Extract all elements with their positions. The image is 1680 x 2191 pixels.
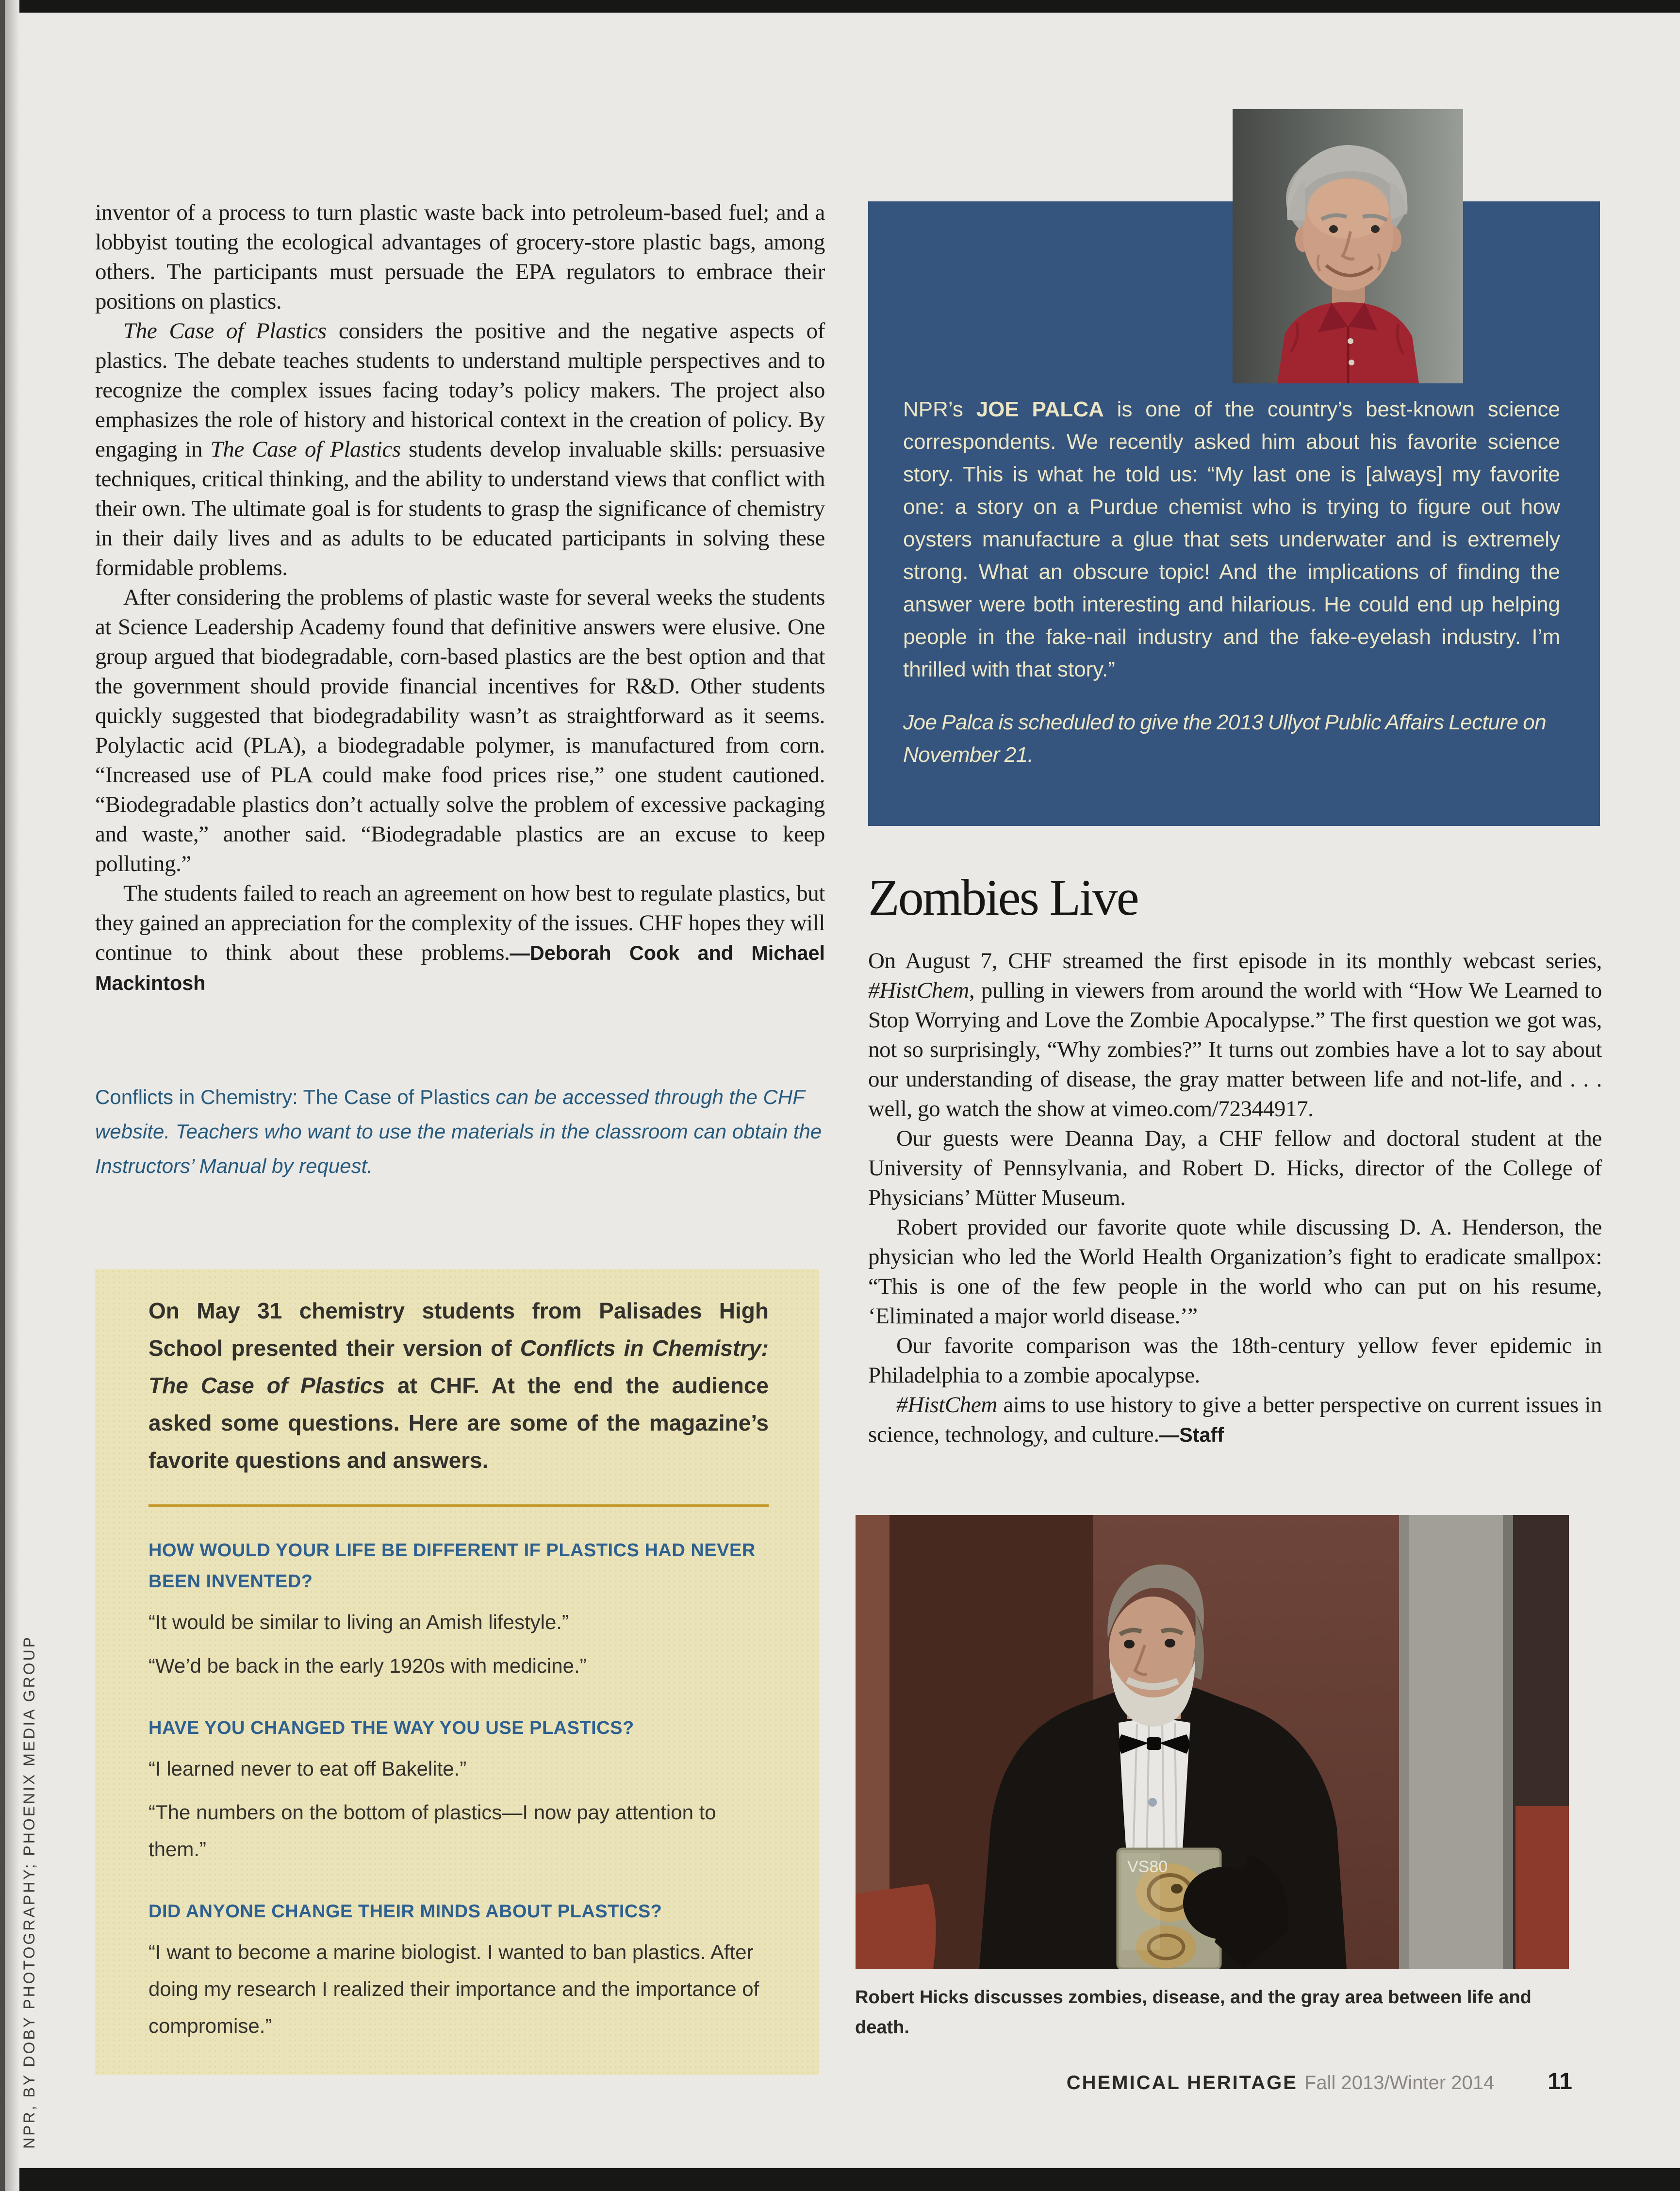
bow-tie xyxy=(1147,1737,1161,1750)
qa-question: DID ANYONE CHANGE THEIR MINDS ABOUT PLASTICS? xyxy=(148,1901,662,1922)
photo-caption: Robert Hicks discusses zombies, disease, and the gray area between life and death. xyxy=(855,1987,1532,2038)
photo-credit-vertical: NPR, BY DOBY PHOTOGRAPHY; PHOENIX MEDIA GROUP xyxy=(20,1635,38,2149)
article-paragraph: #HistChem aims to use history to give a better perspective on current issues in science, technology, and culture.—Staff xyxy=(868,1392,1602,1447)
qa-question: HOW WOULD YOUR LIFE BE DIFFERENT IF PLASTICS HAD NEVER BEEN INVENTED? xyxy=(148,1540,756,1592)
qa-answer: “The numbers on the bottom of plastics—I now pay attention to them.” xyxy=(148,1801,716,1861)
issue-date: Fall 2013/Winter 2014 xyxy=(1304,2072,1495,2093)
lecture-footnote: Joe Palca is scheduled to give the 2013 Ullyot Public Affairs Lecture on November 21. xyxy=(903,710,1547,767)
page-top-edge xyxy=(0,0,1680,13)
access-note: Conflicts in Chemistry: The Case of Plastics can be accessed through the CHF website. Teachers who want to use the materials in the classroom can obtain the Instructors’ Manual by request. xyxy=(95,1086,822,1177)
zombies-live-headline: Zombies Live xyxy=(868,869,1138,926)
qa-sidebar-box xyxy=(95,1269,819,2075)
qa-answer: “We’d be back in the early 1920s with medicine.” xyxy=(148,1654,587,1677)
joe-palca-photo xyxy=(1233,109,1463,383)
joe-palca-quote: NPR’s JOE PALCA is one of the country’s best-known science correspondents. We recently asked him about his favorite science story. This is what he told us: “My last one is [always] my favorite one: a story on a Purdue chemist who is trying to figure out how oysters manufacture a glue that sets underwater and is extremely strong. What an obscure topic! And the implications of finding the answer were both interesting and hilarious. He could end up helping people in the fake-nail industry and the fake-eyelash industry. I’m thrilled with that story.” xyxy=(903,397,1560,681)
article-paragraph: inventor of a process to turn plastic waste back into petroleum-based fuel; and a lobbyist touting the ecological advantages of grocery-store plastic bags, among others. The participants must persuade the EPA regulators to embrace their positions on plastics. xyxy=(95,200,825,314)
article-paragraph: After considering the problems of plastic waste for several weeks the students at Science Leadership Academy found that definitive answers were elusive. One group argued that biodegradable, corn-based plastics are the best option and that the government should provide financial incentives for R&D. Other students quickly suggested that biodegradability wasn’t as straightforward as it seems. Polylactic acid (PLA), a biodegradable polymer, is manufactured from corn. “Increased use of PLA could make food prices rise,” one student cautioned. “Biodegradable plastics don’t actually solve the problem of excessive packaging and waste,” another said. “Biodegradable plastics are an excuse to keep polluting.” xyxy=(95,585,825,876)
page-bottom-edge xyxy=(0,2168,1680,2191)
zombies-live-article xyxy=(868,946,1602,1450)
qa-question: HAVE YOU CHANGED THE WAY YOU USE PLASTICS? xyxy=(148,1718,634,1738)
qa-intro: On May 31 chemistry students from Palisades High School presented their version of Conflicts in Chemistry: The Case of Plastics at CHF. At the end the audience asked some questions. Here are some of the magazine’s favorite questions and answers. xyxy=(148,1298,769,1473)
article-paragraph: Robert provided our favorite quote while discussing D. A. Henderson, the physician who led the World Health Organization’s fight to eradicate smallpox: “This is one of the few people in the world who can put on his resume, ‘Eliminated a major world disease.’” xyxy=(868,1215,1602,1329)
page-footer xyxy=(868,2068,1572,2095)
gold-divider-rule xyxy=(148,1504,769,1507)
article-paragraph: The Case of Plastics considers the positive and the negative aspects of plastics. The debate teaches students to understand multiple perspectives and to recognize the complex issues facing today’s policy makers. The project also emphasizes the role of history and historical context in the creation of policy. By engaging in The Case of Plastics students develop invaluable skills: persuasive techniques, critical thinking, and the ability to understand views that conflict with their own. The ultimate goal is for students to grasp the significance of chemistry in their daily lives and as adults to be educated participants in solving these formidable problems. xyxy=(95,318,825,580)
article-paragraph: Our guests were Deanna Day, a CHF fellow and doctoral student at the University of Pennsylvania, and Robert D. Hicks, director of the College of Physicians’ Mütter Museum. xyxy=(868,1126,1602,1210)
page-left-edge-shadow xyxy=(5,0,19,2191)
gray-pillar xyxy=(1399,1515,1513,1969)
page-number: 11 xyxy=(1548,2069,1572,2094)
specimen-label: VS80 xyxy=(1127,1858,1168,1876)
qa-answer: “I learned never to eat off Bakelite.” xyxy=(148,1757,467,1780)
article-paragraph: On August 7, CHF streamed the first episode in its monthly webcast series, #HistChem, pulling in viewers from around the world with “How We Learned to Stop Worrying and Love the Zombie Apocalypse.” The first question we got was, not so surprisingly, “Why zombies?” It turns out zombies have a lot to say about our understanding of disease, the gray matter between life and not-life, and . . . well, go watch the show at vimeo.com/72344917. xyxy=(868,948,1602,1121)
article-paragraph: Our favorite comparison was the 18th-century yellow fever epidemic in Philadelphia to a zombie apocalypse. xyxy=(868,1333,1602,1388)
page-left-edge xyxy=(0,0,5,2191)
article-paragraph: The students failed to reach an agreement on how best to regulate plastics, but they gained an appreciation for the complexity of the issues. CHF hopes they will continue to think about these problems.—Deborah Cook and Michael Mackintosh xyxy=(95,881,825,994)
qa-answer: “It would be similar to living an Amish lifestyle.” xyxy=(148,1611,569,1633)
qa-answer: “I want to become a marine biologist. I wanted to ban plastics. After doing my research I realized their importance and the importance of compromise.” xyxy=(148,1941,759,2037)
joe-palca-quote-block xyxy=(903,393,1560,792)
robert-hicks-photo xyxy=(855,1515,1569,1969)
magazine-name: CHEMICAL HERITAGE xyxy=(1066,2072,1298,2093)
left-article-column xyxy=(95,198,825,998)
red-chair xyxy=(856,1884,936,1969)
